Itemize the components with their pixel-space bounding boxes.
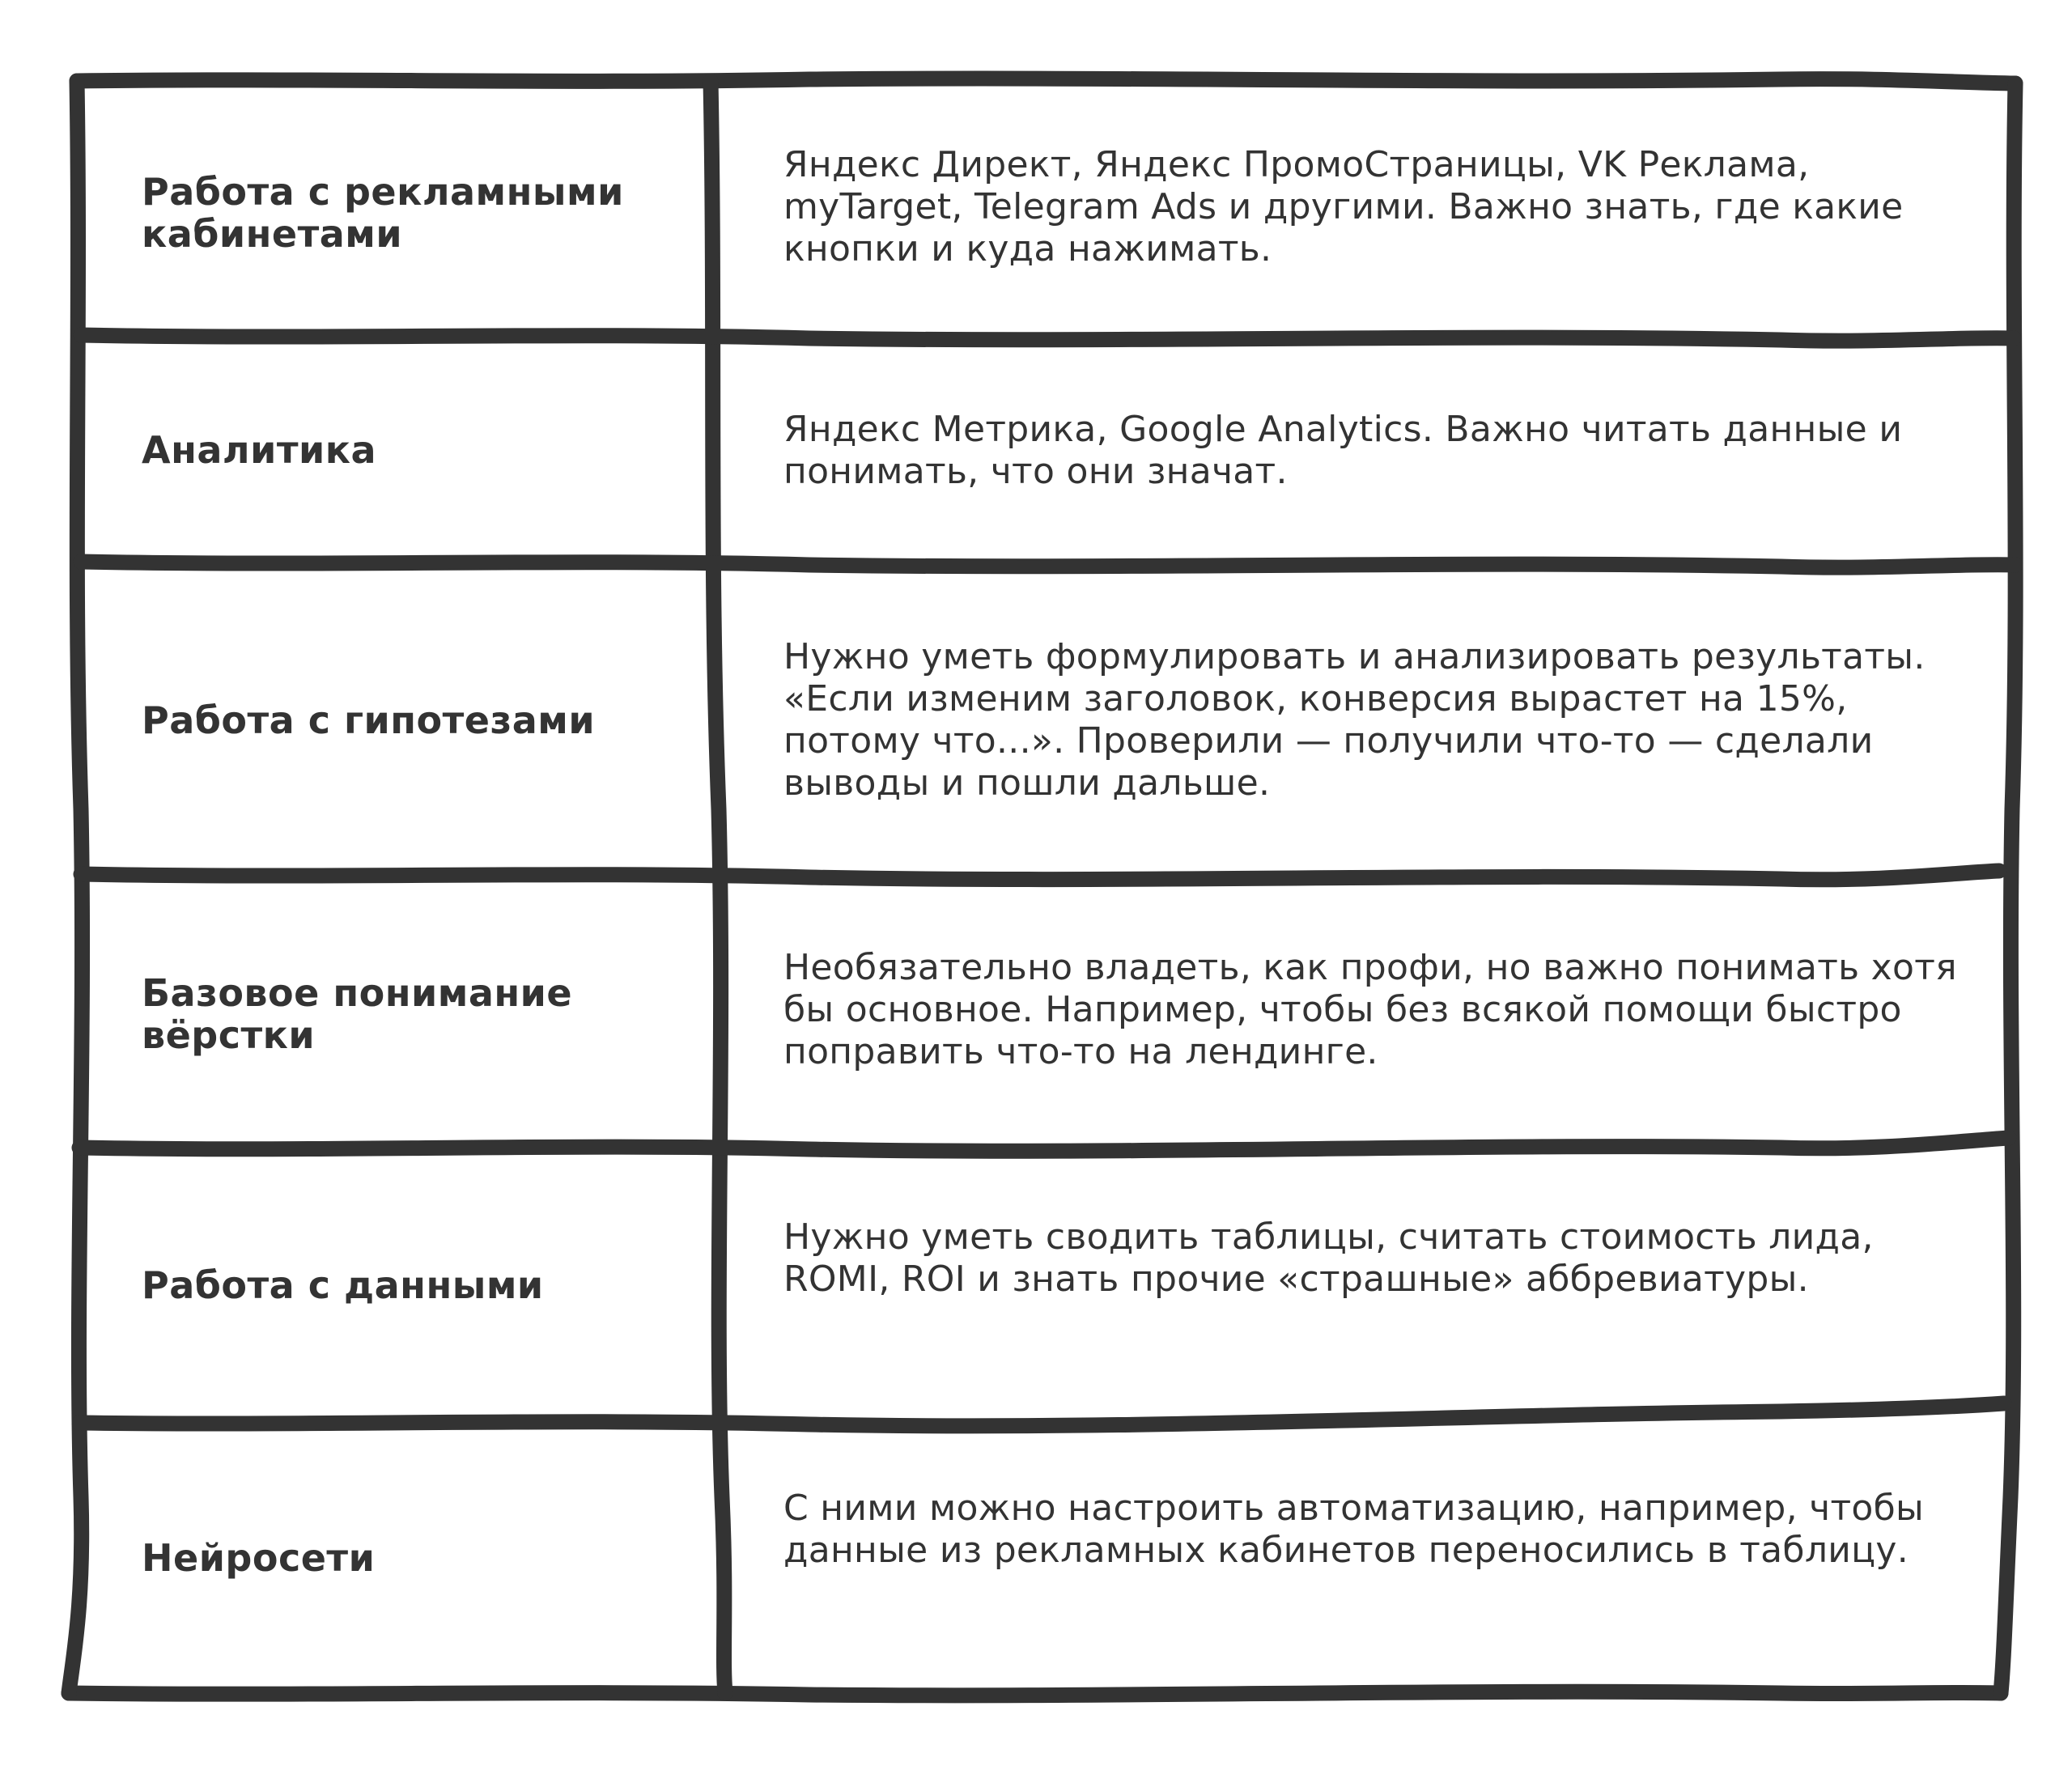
row-description: Нужно уметь сводить таблицы, считать стоимость лида, ROMI, ROI и знать прочие «страшные» аббревиатуры. (783, 1216, 1874, 1300)
table-row-label-cell (142, 344, 708, 556)
row-description: С ними можно настроить автоматизацию, например, чтобы данные из рекламных кабинетов переносились в таблицу. (783, 1488, 1925, 1571)
row-description: Необязательно владеть, как профи, но важно понимать хотя бы основное. Например, чтобы без всякой помощи быстро поправить что-то на лендинге. (783, 947, 1957, 1072)
table-row-label-cell (142, 1433, 708, 1683)
row-label: Аналитика (142, 428, 377, 472)
table-row-description-cell (783, 409, 1965, 554)
row-label: Работа с гипотезами (142, 698, 596, 742)
table-top-border (77, 79, 2015, 83)
row-label: Работа с рекламными кабинетами (142, 169, 624, 256)
table-row-description-cell (783, 1488, 1965, 1682)
row-label: Нейросети (142, 1536, 376, 1580)
table-row-description-cell (783, 636, 1965, 863)
row-divider-3 (81, 871, 1999, 880)
table-right-border (2001, 83, 2015, 1693)
table-row-label-cell (142, 575, 708, 866)
table-row-label-cell (142, 93, 708, 332)
table-bottom-border (69, 1691, 2001, 1696)
table-row-label-cell (142, 1157, 708, 1412)
table-row-description-cell (783, 144, 1965, 330)
row-description: Яндекс Метрика, Google Analytics. Важно читать данные и понимать, что они значат. (783, 409, 1903, 492)
table-row-description-cell (783, 1216, 1965, 1407)
table-left-border (69, 81, 83, 1693)
table-column-divider (711, 81, 725, 1693)
row-label: Базовое понимание вёрстки (142, 970, 573, 1057)
row-divider-2 (81, 562, 2015, 567)
table-row-label-cell (142, 886, 708, 1141)
row-description: Яндекс Директ, Яндекс ПромоСтраницы, VK Реклама, myTarget, Telegram Ads и другими. Важно знать, где какие кнопки и куда нажимать. (783, 144, 1904, 270)
table-row-description-cell (783, 947, 1965, 1137)
row-description: Нужно уметь формулировать и анализировать результаты. «Если изменим заголовок, конверсия вырастет на 15%, потому что...». Проверили — получили что-то — сделали выводы и пошли дальше. (783, 636, 1926, 804)
row-divider-1 (81, 335, 2014, 341)
row-label: Работа с данными (142, 1263, 544, 1307)
